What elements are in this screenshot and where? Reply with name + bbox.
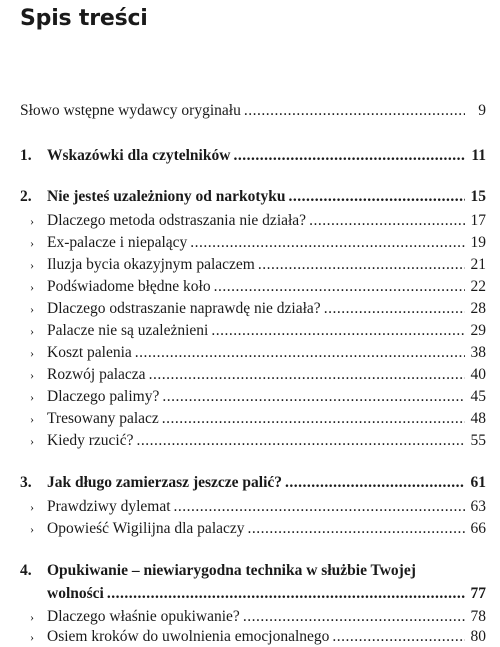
chevron-right-icon: › [30,324,34,338]
chapter-number: 4. [20,562,32,579]
toc-entry-label: Słowo wstępne wydawcy oryginału [20,102,241,119]
toc-page-number: 77 [470,585,486,602]
dot-leader [211,321,465,341]
toc-page-number: 48 [470,410,486,427]
dot-leader [162,387,465,407]
dot-leader [137,431,466,451]
toc-page-number: 66 [470,520,486,537]
toc-page-number: 21 [470,256,486,273]
toc-subentry[interactable] [30,343,486,363]
chapter-title-continued: wolności [47,585,104,602]
dot-leader [233,146,465,166]
toc-page-number: 38 [470,344,486,361]
toc-entry-label: Iluzja bycia okazyjnym palaczem [47,256,255,273]
toc-entry-label: Osiem kroków do uwolnienia emocjonalnego [47,628,330,645]
toc-entry-label: Tresowany palacz [47,410,159,427]
chevron-right-icon: › [30,630,34,644]
dot-leader [190,233,465,253]
toc-entry-intro[interactable] [20,101,486,121]
dot-leader [174,497,465,517]
toc-page-number: 17 [470,212,486,229]
toc-page-number: 45 [470,388,486,405]
dot-leader [285,473,465,493]
dot-leader [135,343,465,363]
dot-leader [243,607,465,627]
toc-subentry[interactable] [30,277,486,297]
dot-leader [149,365,465,385]
dot-leader [258,255,465,275]
chevron-right-icon: › [30,434,34,448]
toc-subentry[interactable] [30,387,486,407]
page-title: Spis treści [20,6,148,31]
toc-subentry[interactable] [30,431,486,451]
toc-page-number: 9 [478,102,486,119]
toc-page-number: 63 [470,498,486,515]
toc-entry-label: Prawdziwy dylemat [47,498,171,515]
chevron-right-icon: › [30,610,34,624]
toc-chapter-2[interactable] [20,187,486,207]
chevron-right-icon: › [30,280,34,294]
toc-subentry[interactable] [30,211,486,231]
dot-leader [244,101,465,121]
toc-subentry[interactable] [30,627,486,647]
toc-page-number: 11 [471,147,486,164]
toc-page-number: 78 [470,608,486,625]
chapter-title: Nie jesteś uzależniony od narkotyku [47,188,286,205]
toc-entry-label: Koszt palenia [47,344,132,361]
chapter-title: Opukiwanie – niewiarygodna technika w służbie Twojej [47,562,416,579]
toc-subentry[interactable] [30,365,486,385]
toc-entry-label: Ex-palacze i niepalący [47,234,188,251]
toc-entry-label: Palacze nie są uzależnieni [47,322,209,339]
chevron-right-icon: › [30,258,34,272]
toc-chapter-3[interactable] [20,473,486,493]
toc-entry-label: Dlaczego metoda odstraszania nie działa? [47,212,307,229]
chapter-title: Wskazówki dla czytelników [47,147,231,164]
dot-leader [248,519,465,539]
toc-page-number: 29 [470,322,486,339]
toc-page-number: 80 [470,628,486,645]
dot-leader [332,627,465,647]
chapter-number: 3. [20,474,32,491]
chevron-right-icon: › [30,236,34,250]
toc-page-number: 15 [470,188,486,205]
chevron-right-icon: › [30,302,34,316]
toc-entry-label: Dlaczego właśnie opukiwanie? [47,608,240,625]
toc-entry-label: Podświadome błędne koło [47,278,211,295]
toc-page-number: 19 [470,234,486,251]
dot-leader [107,584,465,604]
dot-leader [324,299,465,319]
chevron-right-icon: › [30,346,34,360]
chevron-right-icon: › [30,522,34,536]
toc-subentry[interactable] [30,233,486,253]
chapter-number: 2. [20,188,32,205]
chevron-right-icon: › [30,500,34,514]
toc-chapter-4[interactable] [20,561,486,581]
toc-entry-label: Dlaczego palimy? [47,388,160,405]
toc-page-number: 55 [470,432,486,449]
toc-subentry[interactable] [30,255,486,275]
dot-leader [214,277,465,297]
chevron-right-icon: › [30,214,34,228]
toc-entry-label: Kiedy rzucić? [47,432,134,449]
toc-subentry[interactable] [30,409,486,429]
toc-entry-label: Dlaczego odstraszanie naprawdę nie działa? [47,300,321,317]
toc-page-number: 61 [470,474,486,491]
chevron-right-icon: › [30,368,34,382]
chapter-number: 1. [20,147,32,164]
toc-subentry[interactable] [30,299,486,319]
toc-subentry[interactable] [30,497,486,517]
chapter-title: Jak długo zamierzasz jeszcze palić? [47,474,283,491]
chevron-right-icon: › [30,412,34,426]
dot-leader [309,211,465,231]
toc-chapter-1[interactable] [20,146,486,166]
toc-subentry[interactable] [30,519,486,539]
toc-entry-label: Rozwój palacza [47,366,146,383]
chevron-right-icon: › [30,390,34,404]
toc-entry-label: Opowieść Wigilijna dla palaczy [47,520,245,537]
toc-chapter-4-continued[interactable] [20,584,486,604]
toc-page-number: 40 [470,366,486,383]
toc-subentry[interactable] [30,321,486,341]
toc-page-number: 22 [470,278,486,295]
toc-page-number: 28 [470,300,486,317]
dot-leader [162,409,465,429]
toc-subentry[interactable] [30,607,486,627]
dot-leader [289,187,465,207]
